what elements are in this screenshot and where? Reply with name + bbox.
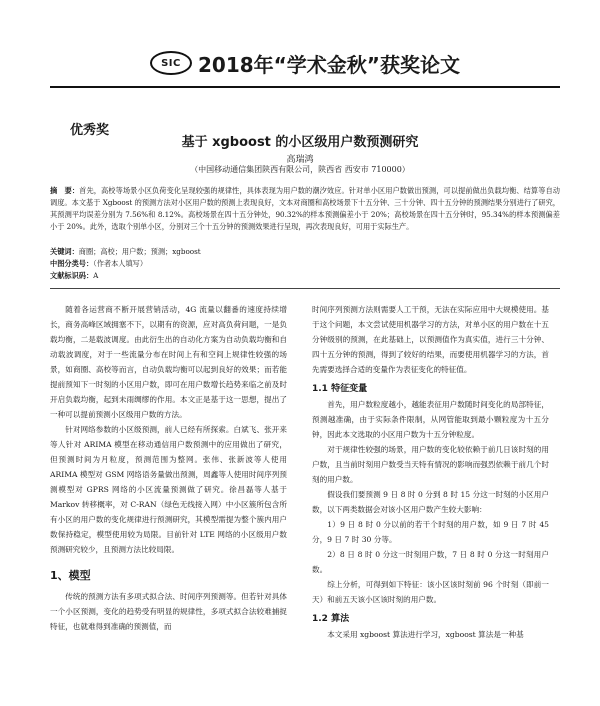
body-paragraph: 综上分析，可得到如下特征：该小区该时刻前 96 个时刻（即前一天）和前五天该小区该时刻的用户数。 <box>312 580 549 604</box>
body-paragraph: 对于规律性较强的场景，用户数的变化较依赖于前几日该时刻的用户数，且当前时刻用户数受当天特有情况的影响而强烈依赖于前几个时刻的用户数。 <box>312 445 549 484</box>
right-column <box>312 302 549 642</box>
keywords-label: 关键词： <box>50 247 79 256</box>
clc-number <box>50 258 560 270</box>
list-item: 1）9 日 8 时 0 分以前的若干个时刻的用户数，如 9 日 7 时 45 分，9 日 7 时 30 分等。 <box>312 520 549 544</box>
body-paragraph: 时间序列预测方法则需要人工干预，无法在实际应用中大规模使用。基于这个问题，本文尝试使用机器学习的方法，对单小区的用户数在十五分钟级别的预测，在此基础上，以预测值作为真实值，进行三十分钟、四十五分钟的预测，得到了较好的结果，而要使用机器学习的方法，首先需要选择合适的变量作为表征变化的特征值。 <box>312 305 549 374</box>
subsection-heading: 1.2 算法 <box>312 614 350 624</box>
document-code <box>50 270 560 282</box>
section-heading: 1、模型 <box>50 569 91 582</box>
body-paragraph: 本文采用 xgboost 算法进行学习，xgboost 算法是一种基 <box>327 630 524 639</box>
banner-title: 2018年“学术金秋”获奖论文 <box>198 52 460 77</box>
subsection-heading: 1.1 特征变量 <box>312 384 368 394</box>
body-paragraph: 首先，用户数粒度越小，越能表征用户数随时间变化的局部特征，预测越准确，由于实际条件限制，从网管能取到最小颗粒度为十五分钟，因此本文选取的小区用户数为十五分钟粒度。 <box>312 400 549 439</box>
left-column <box>50 302 287 634</box>
paper-title: 基于 xgboost 的小区级用户数预测研究 <box>181 135 419 150</box>
author-name: 高瑞鸿 <box>286 155 314 165</box>
doc-code-label: 文献标识码： <box>50 271 94 280</box>
body-paragraph: 假设我们要预测 9 日 8 时 0 分到 8 时 15 分这一时刻的小区用户数，以下两类数据会对该小区用户数产生较大影响： <box>312 490 549 514</box>
clc-text: （作者本人填写） <box>93 259 148 268</box>
sic-logo: SIC <box>150 51 192 75</box>
abstract-label: 摘 要： <box>50 186 80 195</box>
intro-paragraph: 针对网络参数的小区级预测，前人已经有所探索。白斌飞、张开来等人针对 ARIMA 模型在移动通信用户数预测中的应用做出了研究，但预测时间为月粒度，预测范围为整网。张伟、张新波等人使用 ARIMA 模型对 GSM 网络语务量做出预测，周鑫等人使用时间序列预测模型对 GPRS 网络的小区流量预测做了研究。徐昌磊等人基于 Markov 转移概率，对 C-RAN（绿色无线接入网）中小区簇所包含所有小区的用户数的变化规律进行预测研究，其模型需提为整个簇内用户数保持稳定，模型使用较为局限。目前针对 LTE 网络的小区级用户数预测研究较少，且预测方法比较局限。 <box>50 425 287 554</box>
author-affiliation: （中国移动通信集团陕西有限公司，陕西省 西安市 710000） <box>190 165 410 174</box>
body-paragraph: 传统的预测方法有多项式拟合法、时间序列预测等。但若针对具体一个小区预测，变化的趋势受有明显的规律性，多项式拟合法较难捕捉特征，也就难得到准确的预测值，而 <box>50 592 287 631</box>
header-divider <box>50 86 560 88</box>
keywords-text: 商圈；高校；用户数；预测；xgboost <box>78 247 201 256</box>
doc-code-text: A <box>93 271 99 280</box>
conference-banner <box>150 49 460 77</box>
clc-label: 中图分类号： <box>50 259 94 268</box>
list-item: 2）8 日 8 时 0 分这一时刻用户数，7 日 8 时 0 分这一时刻用户数。 <box>312 550 549 574</box>
award-label: 优秀奖 <box>70 123 110 138</box>
abstract-divider <box>50 288 560 289</box>
keywords <box>50 246 560 258</box>
abstract <box>50 185 560 233</box>
intro-paragraph: 随着各运营商不断开展营销活动，4G 流量以翻番的速度持续增长，商务高峰区域拥塞不下，以期有的资源，应对高负荷问题，一是负载均衡，二是载波调度。由此衍生出的自动化方案为自动负载均衡和自动载波调度，对于一些流量分布在时间上有和空间上规律性较强的场景，如商圈、高校等而言，自动负载均衡可以起到良好的效果；而若能提前预知下一时刻的小区用户数，即可在用户数增长趋势来临之前及时开启负载均衡，起到未雨绸缪的作用。本文正是基于这一思想，提出了一种可以提前预测小区级用户数的方法。 <box>50 305 287 419</box>
abstract-text: 首先，高校等场景小区负荷变化呈现较强的规律性，具体表现为用户数的潮汐效应。针对单小区用户数做出预测，可以提前做出负载均衡、结算等自动调度。本文基于 Xgboost 的预测方法对小区用户数的预测上表现良好，文本对商圈和高校场景下十五分钟、三十分钟、四十五分钟的预测结果分别进行了研究，其预测平均误差分别为 7.56%和 8.12%。高校场景在四十五分钟处，90.32%的样本预测偏差小于 20%；高校场景在四十五分钟时，95.34%的样本预测偏差小于 20%。此外，选取个别单小区，分别对三个十五分钟的预测效果进行呈现，再次表现良好，可用于实际生产。 <box>50 186 560 231</box>
